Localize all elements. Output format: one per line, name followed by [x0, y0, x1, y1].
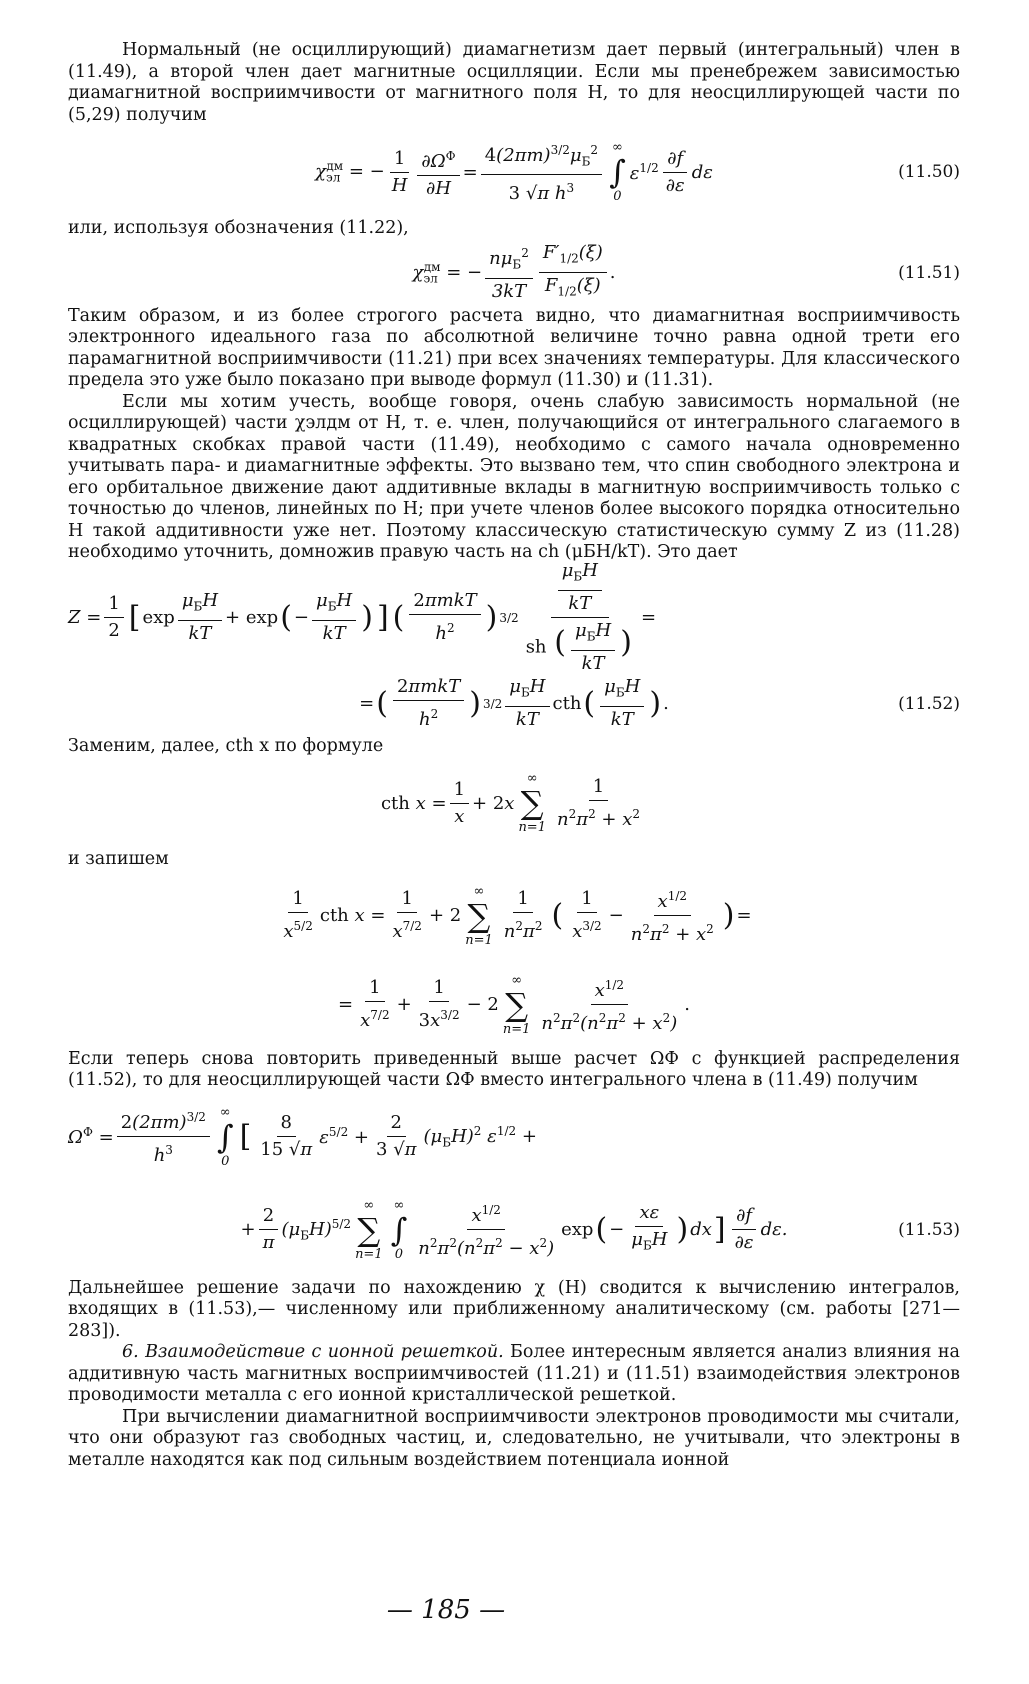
paragraph-5: Заменим, далее, cth x по формуле [68, 735, 384, 756]
equation-11-53-line1: $\Omega^Ф$ = $\frac{2(2\pi m)^{3/2}}{h^3}$ ∞ ∫ 0 [ $\frac{8}{15 √\pi}$ $\varepsilon^{5/2}$ + $\frac{2}{3 √\pi}$ $(\mu_БH)^2$ $\varepsilon^{1/2}$ + [68, 1104, 537, 1169]
equation-11-50: $\chi_{эл}^{дм}$ = − $\frac{1}{H}$ $\frac{\partial\Omega^Ф}{\partial H}$ = $\frac{4(2\pi m)^{3/2}\mu_Б^2}{3 √\pi h^3}$ ∞ ∫ 0 $\varepsilon^{1/2}$ $\frac{\partial f}{\partial\varepsilon}$ dε (11.50) [315, 140, 960, 205]
equation-cth: cth x = $\frac{1}{x}$ + 2x ∞ ∑ n=1 $\frac{1}{n^2\pi^2 + x^2}$ [380, 771, 641, 835]
equation-number: (11.51) [898, 262, 960, 283]
equation-11-52-line1: Z = $\frac{1}{2}$ [ exp $\frac{\mu_БH}{kT}$ + exp ( − $\frac{\mu_БH}{kT}$ ) ] ( $\frac{\text{2πmkT}}{h^2}$ ) 3/2 $\frac{\mu_БH}{kT}$ sh ( $\frac{\mu_БH}{kT}$ ) = [68, 560, 657, 674]
paragraph-2: или, используя обозначения (11.22), [68, 218, 409, 238]
equation-11-51: $\chi_{эл}^{дм}$ = − $\frac{n\mu_Б^2}{3kT}$ $\frac{F'_{1/2}(\xi)}{F_{1/2}(\xi)}$ . (11.51) [412, 242, 960, 302]
equation-expansion-line2: = $\frac{1}{x^{7/2}}$ + $\frac{1}{3x^{3/2}}$ − 2 ∞ ∑ n=1 $\frac{x^{1/2}}{n^2\pi^2(n^2\pi^2 + x^2)}$ . [338, 972, 690, 1037]
paragraph-9 [68, 1342, 960, 1407]
paragraph-7: Если теперь снова повторить приведенный выше расчет ΩФ с функцией распределения (11.52), то для неосциллирующей части ΩФ вместо интегрального члена в (11.49) получим [68, 1048, 960, 1090]
equation-number: (11.52) [898, 693, 960, 714]
equation-11-52-line2: = ( $\frac{\text{2πmkT}}{h^2}$ ) 3/2 $\frac{\mu_БH}{kT}$ cth ( $\frac{\mu_БH}{kT}$ ) . (11.52) [359, 676, 960, 730]
equation-11-53-line2: + $\frac{2}{\pi}$ $(\mu_БH)^{5/2}$ ∞ ∑ n=1 ∞ ∫ 0 $\frac{x^{1/2}}{n^2\pi^2(n^2\pi^2 - x^2)}$ exp ( − $\frac{x\varepsilon}{\mu_БH}$ ) dx ] $\frac{\partial f}{\partial\varepsilon}$ dε. (11.53) [240, 1197, 960, 1262]
page [68, 40, 960, 1471]
paragraph-6: и запишем [68, 849, 169, 869]
paragraph-9-body: Более интересным является анализ влияния на аддитивную часть магнитных восприимчивостей (11.21) и (11.51) взаимодействия электронов проводимости металла с его ионной кристаллической решеткой. [68, 1342, 960, 1405]
equation-expansion-line1: $\frac{1}{x^{5/2}}$ cth x = $\frac{1}{x^{7/2}}$ + 2 ∞ ∑ n=1 $\frac{1}{n^2\pi^2}$ ( $\frac{1}{x^{3/2}}$ − $\frac{x^{1/2}}{n^2\pi^2 + x^2}$ ) = [283, 883, 752, 948]
paragraph-1: Нормальный (не осциллирующий) диамагнетизм дает первый (интегральный) член в (11.49), а второй член дает магнитные осцилляции. Если мы пренебрежем зависимостью диамагнитной восприимчивости от магнитного поля H, то для неосциллирующей части по (5,29) получим [68, 40, 960, 125]
section-heading: 6. Взаимодействие с ионной решеткой. [122, 1342, 504, 1362]
paragraph-4: Если мы хотим учесть, вообще говоря, очень слабую зависимость нормальной (не осциллирующей) части χэлдм от H, т. е. член, получающийся от интегрального слагаемого в квадратных скобках правой части (11.49), необходимо с самого начала одновременно учитывать пара- и диамагнитные эффекты. Это вызвано тем, что спин свободного электрона и его орбитальное движение дают аддитивные вклады в магнитную восприимчивость только с точностью до членов, линейных по H; при учете членов более высокого порядка относительно H такой аддитивности уже нет. Поэтому классическую статистическую сумму Z из (11.28) необходимо уточнить, домножив правую часть на ch (μБH/kT). Это дает [68, 391, 960, 562]
page-number: — 185 — [386, 1595, 506, 1625]
equation-number: (11.50) [898, 162, 960, 182]
equation-number: (11.53) [898, 1219, 960, 1240]
paragraph-3: Таким образом, и из более строгого расчета видно, что диамагнитная восприимчивость электронного идеального газа по абсолютной величине точно равна одной трети его парамагнитной восприимчивости (11.21) при всех значениях температуры. Для классического предела это уже было показано при выводе формул (11.30) и (11.31). [68, 305, 960, 390]
paragraph-8: Дальнейшее решение задачи по нахождению χ (H) сводится к вычислению интегралов, входящих в (11.53),— численному или приближенному аналитическому (см. работы [271—283]). [68, 1277, 960, 1341]
paragraph-10: При вычислении диамагнитной восприимчивости электронов проводимости мы считали, что они образуют газ свободных частиц, и, следовательно, не учитывали, что электроны в металле находятся как под сильным воздействием потенциала ионной [68, 1406, 960, 1470]
